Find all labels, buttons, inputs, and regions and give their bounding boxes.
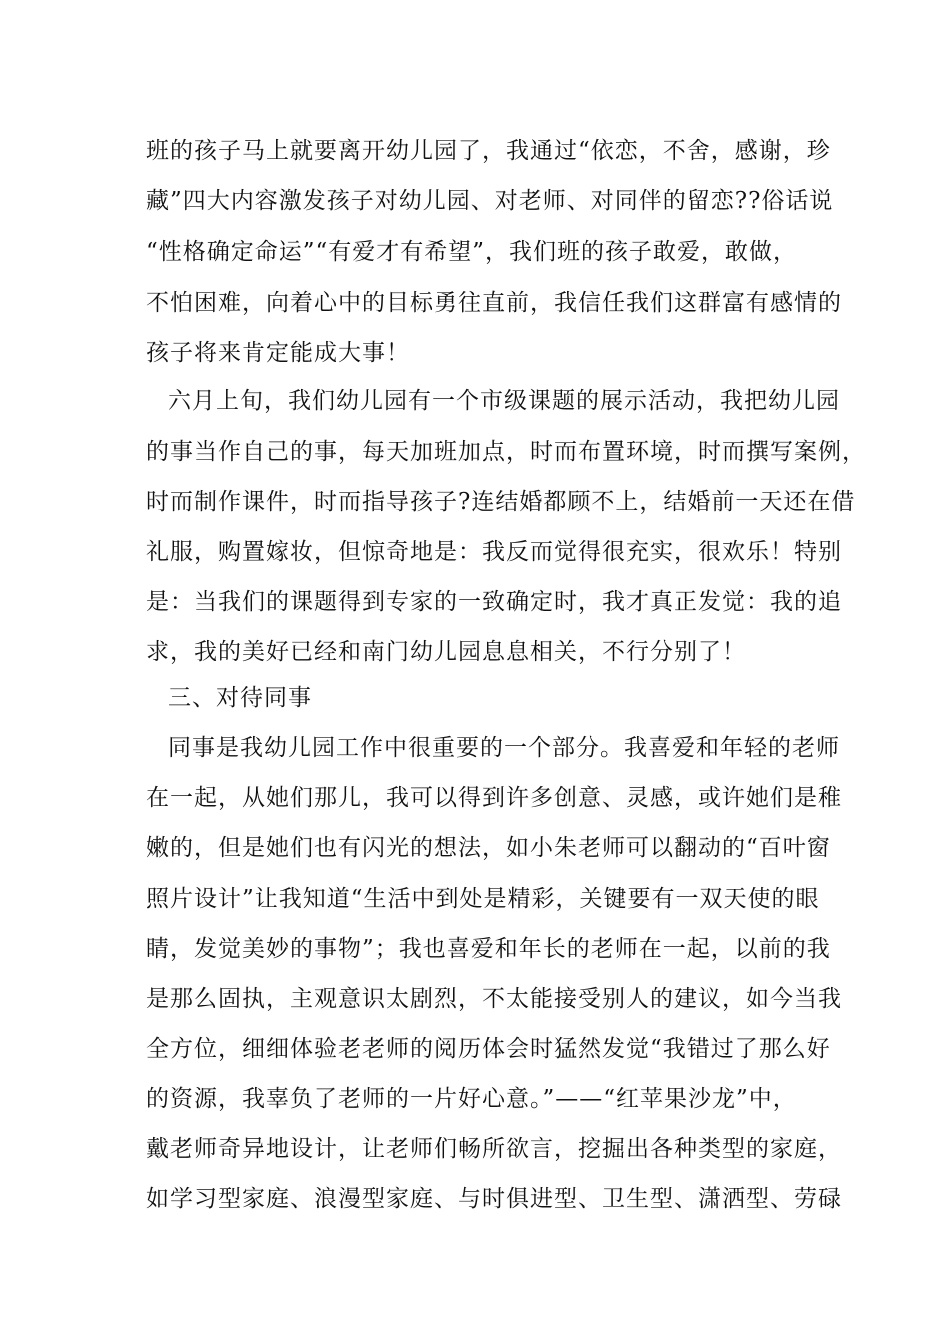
text-line: 同事是我幼儿园工作中很重要的一个部分。我喜爱和年轻的老师	[168, 735, 840, 761]
text-line: 礼服，购置嫁妆，但惊奇地是：我反而觉得很充实，很欢乐！特别	[146, 539, 842, 565]
text-line: 如学习型家庭、浪漫型家庭、与时俱进型、卫生型、潇洒型、劳碌	[146, 1186, 842, 1212]
text-line: 的资源，我辜负了老师的一片好心意。”——“红苹果沙龙”中，	[146, 1086, 797, 1112]
text-line: 六月上旬，我们幼儿园有一个市级课题的展示活动，我把幼儿园	[168, 388, 840, 414]
text-line: 全方位，细细体验老老师的阅历体会时猛然发觉“我错过了那么好	[146, 1036, 831, 1062]
section-heading: 三、对待同事	[168, 685, 312, 711]
text-line: 照片设计”让我知道“生活中到处是精彩，关键要有一双天使的眼	[146, 886, 820, 912]
text-line: “性格确定命运”“有爱才有希望”，我们班的孩子敢爱，敢做，	[146, 239, 798, 265]
text-line: 藏”四大内容激发孩子对幼儿园、对老师、对同伴的留恋??俗话说	[146, 188, 834, 214]
text-line: 睛，发觉美妙的事物”；我也喜爱和年长的老师在一起，以前的我	[146, 936, 831, 962]
text-line: 是：当我们的课题得到专家的一致确定时，我才真正发觉：我的追	[146, 589, 842, 615]
text-line: 孩子将来肯定能成大事！	[146, 340, 410, 366]
text-line: 时而制作课件，时而指导孩子?连结婚都顾不上，结婚前一天还在借	[146, 489, 856, 515]
text-line: 戴老师奇异地设计，让老师们畅所欲言，挖掘出各种类型的家庭，	[146, 1136, 842, 1162]
text-line: 是那么固执，主观意识太剧烈，不太能接受别人的建议，如今当我	[146, 986, 842, 1012]
text-line: 在一起，从她们那儿，我可以得到许多创意、灵感，或许她们是稚	[146, 785, 842, 811]
text-line: 的事当作自己的事，每天加班加点，时而布置环境，时而撰写案例，	[146, 439, 866, 465]
text-line: 班的孩子马上就要离开幼儿园了，我通过“依恋，不舍，感谢，珍	[146, 138, 831, 164]
text-line: 求，我的美好已经和南门幼儿园息息相关，不行分别了！	[146, 639, 746, 665]
text-line: 嫩的，但是她们也有闪光的想法，如小朱老师可以翻动的“百叶窗	[146, 835, 831, 861]
text-line: 不怕困难，向着心中的目标勇往直前，我信任我们这群富有感情的	[146, 290, 842, 316]
